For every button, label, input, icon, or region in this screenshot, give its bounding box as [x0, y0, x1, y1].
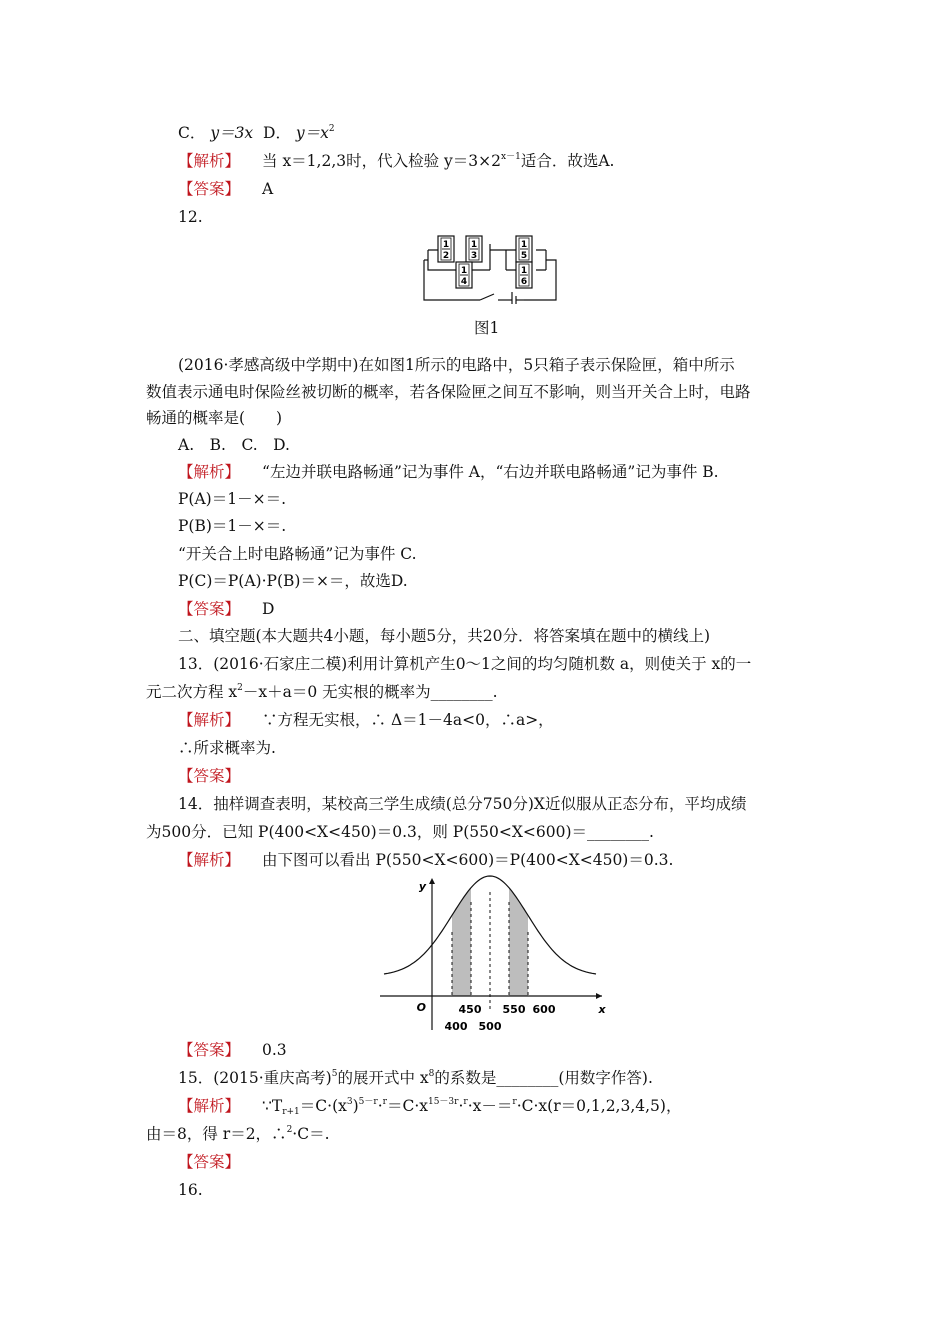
analysis-tag: 【解析】 [178, 463, 241, 481]
denominator: 3 [470, 251, 478, 261]
q12-analysis-5: P(C)＝P(A)·P(B)＝×＝，故选D. [178, 572, 408, 590]
q12-analysis-4: “开关合上时电路畅通”记为事件 C. [178, 545, 417, 563]
q13-stem-line2: 元二次方程 $x^2-x+a=0$ 无实根的概率为________. [146, 683, 498, 701]
shaded-region-550-600 [509, 888, 528, 996]
numerator: 1 [470, 240, 478, 250]
q12-number: 12. [178, 208, 203, 226]
analysis-tag: 【解析】 [178, 152, 241, 170]
q16-number: 16. [178, 1181, 203, 1199]
q14-stem-line2: 为500分．已知 P(400<X<450)＝0.3，则 P(550<X<600)＝________. [146, 823, 654, 841]
y-label: y [418, 880, 426, 893]
fuse-box-5 [516, 262, 532, 288]
q12-analysis-3: P(B)＝1－×＝. [178, 517, 287, 535]
tick-500: 500 [478, 1020, 502, 1033]
q12-options: A. B. C. D. [178, 436, 290, 454]
q13-analysis-1: 【解析】 ∵方程无实根，∴ Δ＝1－4a<0，∴a>， [178, 711, 554, 729]
circuit-diagram [416, 232, 561, 304]
numerator: 1 [442, 240, 450, 250]
q14-stem-line1: 14．抽样调查表明，某校高三学生成绩(总分750分)X近似服从正态分布，平均成绩 [178, 795, 747, 813]
fuse-box-2 [466, 236, 482, 262]
numerator: 1 [460, 266, 468, 276]
circuit-figure [416, 232, 561, 337]
denominator: 6 [520, 277, 528, 287]
analysis-tag: 【解析】 [178, 851, 241, 869]
denominator: 5 [520, 251, 528, 261]
answer-tag: 【答案】 [178, 767, 241, 785]
x-axis-arrow [596, 993, 602, 999]
q12-analysis-1: 【解析】 “左边并联电路畅通”记为事件 A，“右边并联电路畅通”记为事件 B. [178, 463, 719, 481]
answer-tag: 【答案】 [178, 180, 241, 198]
q15-stem: 15．(2015·重庆高考)$^5$的展开式中 $x^8$的系数是________(用数字作答). [178, 1069, 653, 1087]
x-label: x [598, 1003, 606, 1016]
normal-curve-svg [374, 870, 614, 1035]
origin-label: O [416, 1001, 426, 1014]
tick-600: 600 [532, 1003, 556, 1016]
tick-450: 450 [458, 1003, 482, 1016]
q13-answer [178, 766, 262, 786]
q14-analysis: 【解析】 由下图可以看出 P(550<X<600)＝P(400<X<450)＝0.3. [178, 851, 674, 869]
analysis-tag: 【解析】 [178, 711, 241, 729]
q12-stem-line1: (2016·孝感高级中学期中)在如图1所示的电路中，5只箱子表示保险匣，箱中所示 [178, 356, 735, 374]
denominator: 2 [442, 251, 450, 261]
figure-caption: 图1 [474, 319, 500, 337]
q12-stem-line3: 畅通的概率是( ) [146, 409, 283, 427]
numerator: 1 [520, 240, 528, 250]
shaded-region-400-450 [452, 888, 471, 996]
q11-answer: 【答案】 A [178, 180, 274, 198]
q13-stem-line1: 13．(2016·石家庄二模)利用计算机产生0～1之间的均匀随机数 a，则使关于 x的一 [178, 655, 752, 673]
q12-answer: 【答案】 D [178, 600, 275, 618]
fuse-box-1 [438, 236, 454, 262]
y-axis-arrow [429, 878, 435, 884]
denominator: 4 [460, 277, 468, 287]
q11-analysis: 【解析】 当 x＝1,2,3时，代入检验 $y=3\times 2^{x-1}$适合．故选A. [178, 152, 615, 170]
numerator: 1 [520, 266, 528, 276]
q15-analysis-1: 【解析】 $\because T_{r+1}=C\cdot(x^3)^{5-r}\cdot^r=C\cdot x^{15-3r}\cdot^r\cdot x-=^r\cdot C\cdot x(r=0,1,2,3,4,5)$， [178, 1097, 682, 1117]
tick-400: 400 [444, 1020, 468, 1033]
q11-options: C． y＝3x D． $y=x^2$ [178, 124, 335, 142]
section-heading: 二、填空题(本大题共4小题，每小题5分，共20分．将答案填在题中的横线上) [178, 627, 711, 645]
fuse-box-4 [516, 236, 532, 262]
q12-stem-line2: 数值表示通电时保险丝被切断的概率，若各保险匣之间互不影响，则当开关合上时，电路 [146, 383, 751, 401]
q15-analysis-2: 由＝8，得 r＝2，∴$^2$·C＝. [146, 1125, 330, 1143]
q12-analysis-2: P(A)＝1－×＝. [178, 490, 286, 508]
answer-tag: 【答案】 [178, 1153, 241, 1171]
fuse-box-3 [456, 262, 472, 288]
answer-tag: 【答案】 [178, 1041, 241, 1059]
q14-answer: 【答案】 0.3 [178, 1041, 287, 1059]
analysis-tag: 【解析】 [178, 1097, 241, 1115]
q13-analysis-2: ∴所求概率为. [178, 739, 276, 757]
normal-distribution-graph [374, 870, 614, 1039]
tick-550: 550 [502, 1003, 526, 1016]
q15-answer [178, 1152, 262, 1172]
answer-tag: 【答案】 [178, 600, 241, 618]
